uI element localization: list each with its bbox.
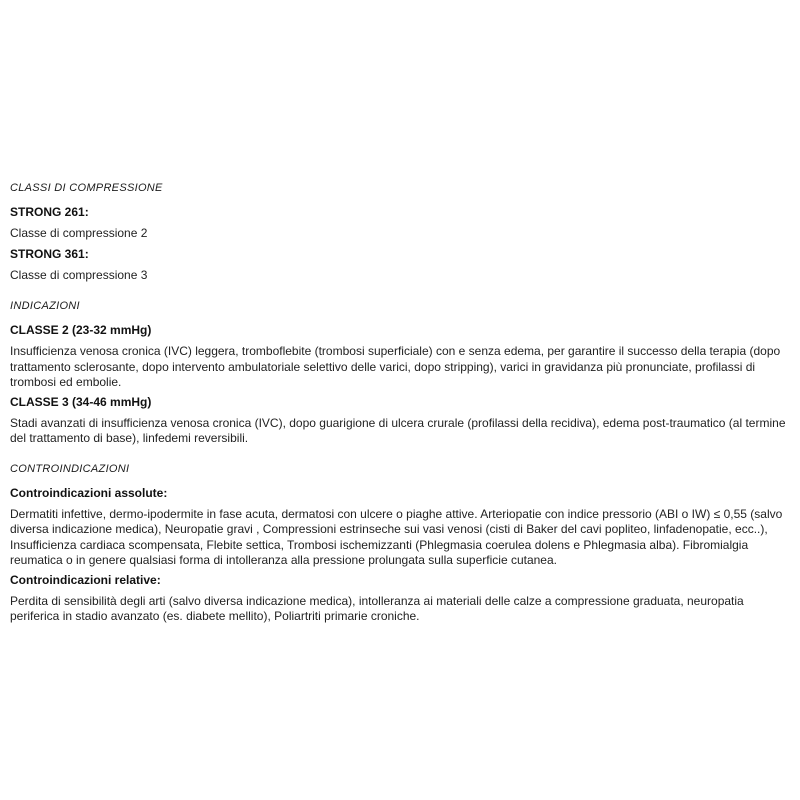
absolute-contraindications-paragraph: Dermatiti infettive, dermo-ipodermite in fase acuta, dermatosi con ulcere o piaghe attive. Arteriopatie con indice pressorio (ABI o IW) ≤ 0,55 (salvo diversa indicazione medica), Neuropatie gravi , Compressioni estrinseche sui vasi venosi (cisti di Baker del cavi popliteo, linfadenopatie, ecc..), Insufficienza cardiaca scompensata, Flebite settica, Trombosi ischemizzanti (Phlegmasia coerulea dolens e Phlegmasia alba). Fibromialgia reumatica o in genere qualsiasi forma di intolleranza alla pressione prolungata sulla superficie cutanea.: [10, 506, 783, 567]
relative-contraindications-label: Controindicazioni relative:: [10, 572, 161, 587]
document-content: [10, 181, 786, 629]
classe-3-indications-paragraph: Stadi avanzati di insufficienza venosa cronica (IVC), dopo guarigione di ulcera crurale (profilassi della recidiva), edema post-traumatico (al termine del trattamento di base), linfedemi reversibili.: [10, 415, 786, 445]
section-indicazioni: [10, 299, 786, 447]
section-controindicazioni: [10, 462, 786, 625]
absolute-contraindications-label: Controindicazioni assolute:: [10, 485, 168, 500]
classe-2-label: CLASSE 2 (23-32 mmHg): [10, 323, 152, 337]
product-label-strong-261: STRONG 261:: [10, 205, 89, 219]
compression-class-3-text: Classe di compressione 3: [10, 268, 148, 282]
compression-class-2-text: Classe di compressione 2: [10, 226, 148, 240]
section-heading-classi-di-compressione: CLASSI DI COMPRESSIONE: [10, 182, 163, 194]
relative-contraindications-paragraph: Perdita di sensibilità degli arti (salvo diversa indicazione medica), intolleranza ai materiali delle calze a compressione graduata, neuropatia periferica in stadio avanzato (es. diabete mellito), Poliartriti primarie croniche.: [10, 593, 744, 623]
section-classi-di-compressione: [10, 181, 786, 282]
classe-2-indications-paragraph: Insufficienza venosa cronica (IVC) leggera, tromboflebite (trombosi superficiale) con e senza edema, per garantire il successo della terapia (dopo trattamento sclerosante, dopo intervento ambulatoriale selettivo delle varici, dopo stripping), varici in gravidanza più pronunciate, profilassi di trombosi ed embolie.: [10, 344, 781, 389]
section-heading-indicazioni: INDICAZIONI: [10, 300, 80, 312]
section-heading-controindicazioni: CONTROINDICAZIONI: [10, 462, 130, 475]
product-label-strong-361: STRONG 361:: [10, 247, 89, 261]
classe-3-label: CLASSE 3 (34-46 mmHg): [10, 394, 152, 409]
